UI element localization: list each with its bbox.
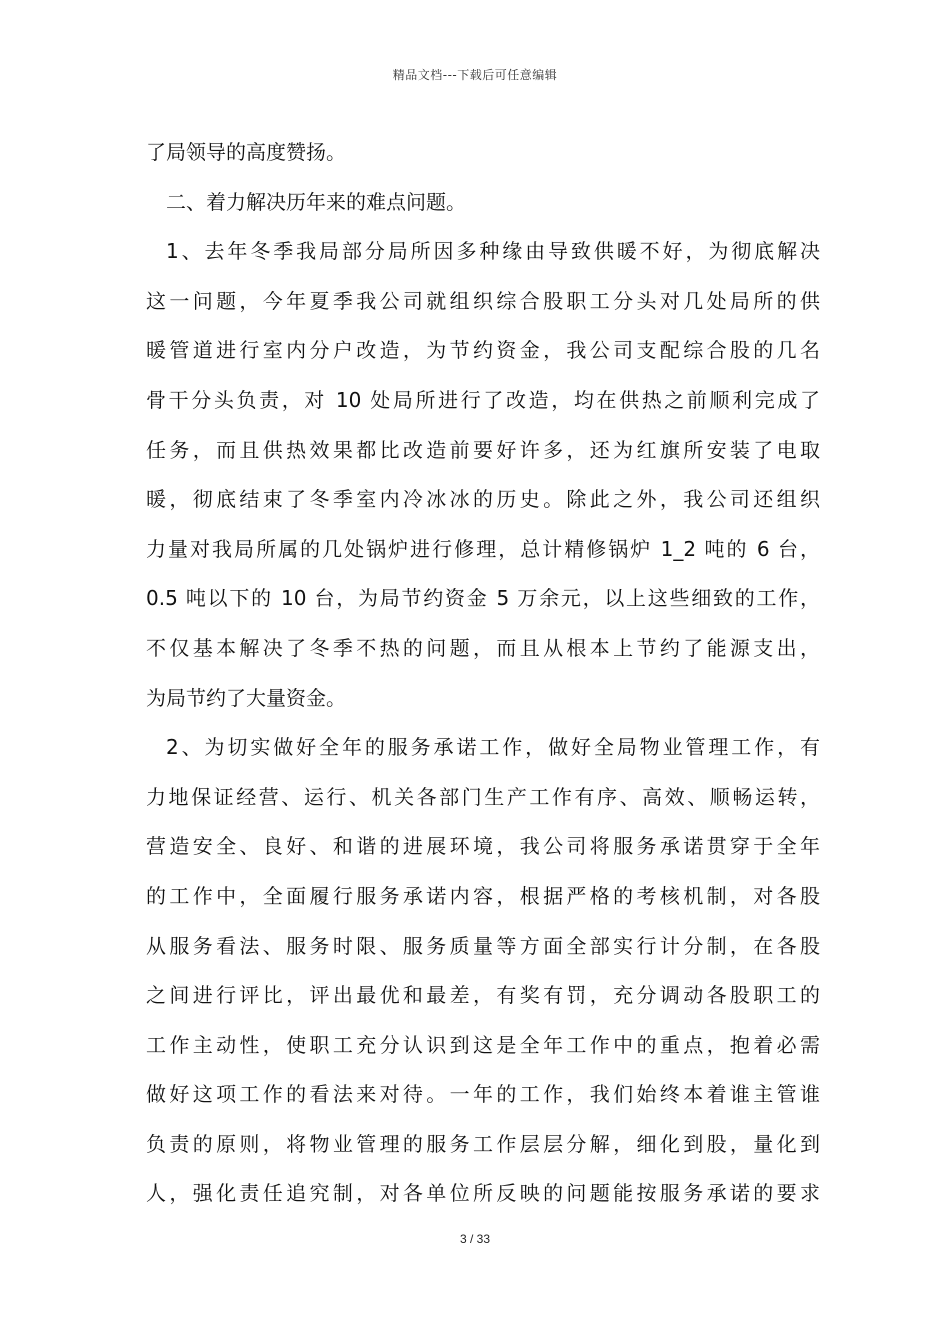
body-line: 暖，彻底结束了冬季室内冷冰冰的历史。除此之外，我公司还组织 xyxy=(146,487,820,512)
body-line: 做好这项工作的看法来对待。一年的工作，我们始终本着谁主管谁 xyxy=(146,1082,820,1107)
body-line: 了局领导的高度赞扬。 xyxy=(146,140,346,164)
body-line: 力地保证经营、运行、机关各部门生产工作有序、高效、顺畅运转， xyxy=(146,784,820,809)
page-header: 精品文档---下载后可任意编辑 xyxy=(392,68,558,82)
body-line: 人，强化责任追究制，对各单位所反映的问题能按服务承诺的要求 xyxy=(146,1181,820,1206)
section-heading: 二、着力解决历年来的难点问题。 xyxy=(166,189,466,214)
body-line: 2、为切实做好全年的服务承诺工作，做好全局物业管理工作，有 xyxy=(166,735,820,760)
body-line: 工作主动性，使职工充分认识到这是全年工作中的重点，抱着必需 xyxy=(146,1032,820,1057)
body-line: 0.5 吨以下的 10 台，为局节约资金 5 万余元，以上这些细致的工作， xyxy=(146,586,820,611)
body-line: 这一问题，今年夏季我公司就组织综合股职工分头对几处局所的供 xyxy=(146,288,820,313)
body-line: 力量对我局所属的几处锅炉进行修理，总计精修锅炉 1_2 吨的 6 台， xyxy=(146,536,820,561)
body-line: 骨干分头负责，对 10 处局所进行了改造，均在供热之前顺利完成了 xyxy=(146,387,820,412)
body-line: 暖管道进行室内分户改造，为节约资金，我公司支配综合股的几名 xyxy=(146,338,820,363)
body-line: 不仅基本解决了冬季不热的问题，而且从根本上节约了能源支出， xyxy=(146,635,820,660)
body-line: 为局节约了大量资金。 xyxy=(146,685,346,710)
body-line: 任务，而且供热效果都比改造前要好许多，还为红旗所安装了电取 xyxy=(146,437,820,462)
body-line: 从服务看法、服务时限、服务质量等方面全部实行计分制，在各股 xyxy=(146,933,820,958)
document-body xyxy=(146,128,820,1219)
page-number: 3 / 33 xyxy=(459,1232,491,1246)
body-line: 的工作中，全面履行服务承诺内容，根据严格的考核机制，对各股 xyxy=(146,883,820,908)
body-line: 之间进行评比，评出最优和最差，有奖有罚，充分调动各股职工的 xyxy=(146,983,820,1008)
body-line: 1、去年冬季我局部分局所因多种缘由导致供暖不好，为彻底解决 xyxy=(166,239,820,264)
body-line: 营造安全、良好、和谐的进展环境，我公司将服务承诺贯穿于全年 xyxy=(146,834,820,859)
body-line: 负责的原则，将物业管理的服务工作层层分解，细化到股，量化到 xyxy=(146,1131,820,1156)
